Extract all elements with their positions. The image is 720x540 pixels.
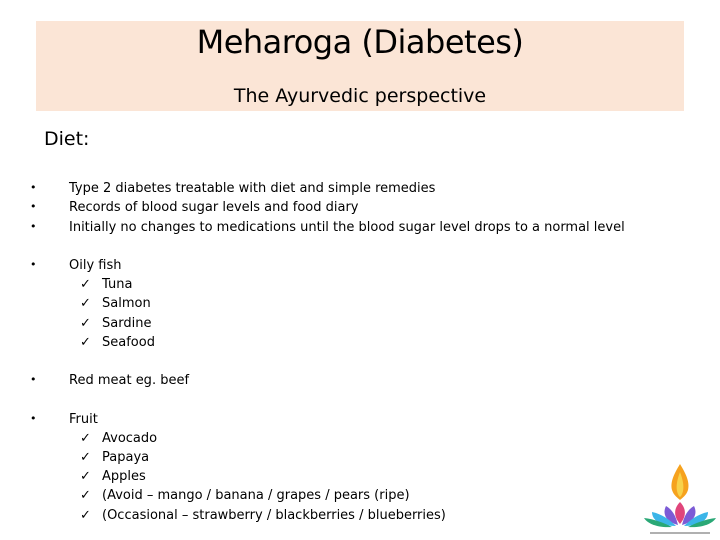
sub-list-item-text: Sardine <box>102 316 152 331</box>
sub-list-item-text: Apples <box>102 469 146 484</box>
sub-list-item-text: Papaya <box>102 450 150 465</box>
bullet-icon: • <box>30 220 37 233</box>
bullet-icon: • <box>30 181 37 194</box>
sub-list-item-text: (Avoid – mango / banana / grapes / pears (ripe) <box>102 488 410 503</box>
slide-title: Meharoga (Diabetes) <box>196 23 524 61</box>
list-item-text: Oily fish <box>69 258 122 273</box>
checkmark-icon: ✓ <box>80 277 91 292</box>
bullet-icon: • <box>30 412 37 425</box>
list-item-text: Initially no changes to medications until the blood sugar level drops to a normal level <box>69 220 625 235</box>
list-item-text: Fruit <box>69 412 98 427</box>
bullet-icon: • <box>30 200 37 213</box>
sub-list-item-text: Salmon <box>102 296 151 311</box>
list-item-text: Red meat eg. beef <box>69 373 190 388</box>
bullet-icon: • <box>30 258 37 271</box>
checkmark-icon: ✓ <box>80 296 91 311</box>
sub-list-item-text: (Occasional – strawberry / blackberries / blueberries) <box>102 508 446 523</box>
slide-subtitle: The Ayurvedic perspective <box>233 85 487 107</box>
checkmark-icon: ✓ <box>80 335 91 350</box>
sub-list-item-text: Seafood <box>102 335 155 350</box>
checkmark-icon: ✓ <box>80 450 91 465</box>
checkmark-icon: ✓ <box>80 431 91 446</box>
list-item-text: Type 2 diabetes treatable with diet and simple remedies <box>69 181 436 196</box>
checkmark-icon: ✓ <box>80 508 91 523</box>
sub-list-item-text: Avocado <box>102 431 158 446</box>
title-banner <box>36 21 684 111</box>
checkmark-icon: ✓ <box>80 469 91 484</box>
list-item-text: Records of blood sugar levels and food diary <box>69 200 359 215</box>
lotus-flame-icon <box>640 462 720 540</box>
checkmark-icon: ✓ <box>80 488 91 503</box>
sub-list-item-text: Tuna <box>102 277 133 292</box>
checkmark-icon: ✓ <box>80 316 91 331</box>
section-heading: Diet: <box>44 128 90 150</box>
bullet-icon: • <box>30 373 37 386</box>
